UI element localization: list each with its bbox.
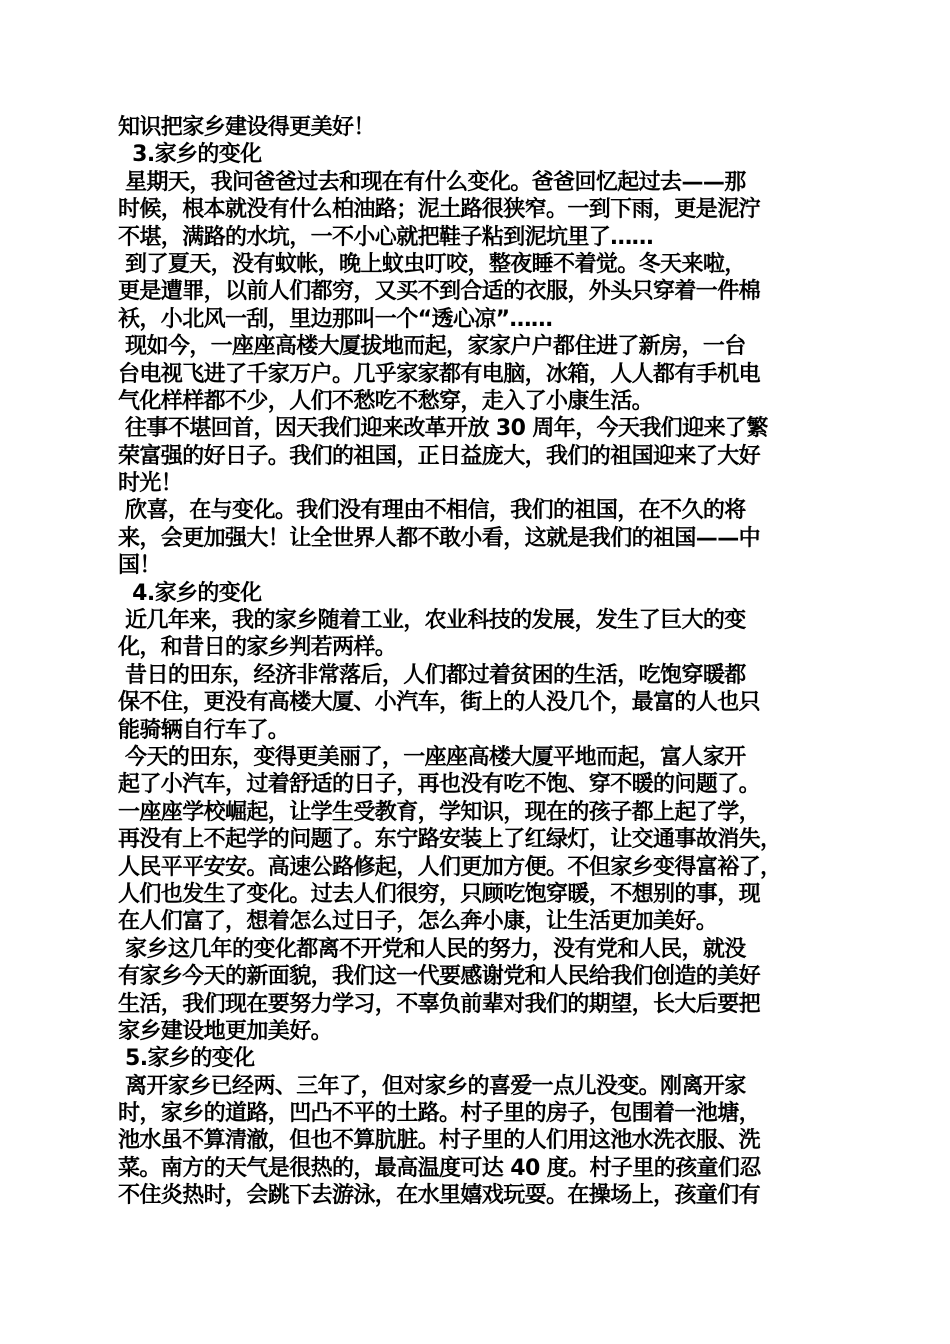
text-line: 能骑辆自行车了。 [118, 717, 290, 743]
text-line: 生活，我们现在要努力学习，不辜负前辈对我们的期望，长大后要把 [118, 991, 761, 1017]
text-line: 离开家乡已经两、三年了，但对家乡的喜爱一点儿没变。刚离开家 [118, 1073, 746, 1099]
text-line: 不堪，满路的水坑，一不小心就把鞋子粘到泥坑里了…… [118, 224, 654, 250]
text-line: 时光！ [118, 471, 183, 497]
text-line: 国！ [118, 553, 161, 579]
text-line: 知识把家乡建设得更美好！ [118, 115, 375, 140]
text-line: 有家乡今天的新面貌，我们这一代要感谢党和人民给我们创造的美好 [118, 964, 761, 990]
text-line: 菜。南方的天气是很热的，最高温度可达 40 度。村子里的孩童们忍 [118, 1155, 761, 1181]
text-line: 不住炎热时，会跳下去游泳，在水里嬉戏玩耍。在操场上，孩童们有 [118, 1183, 761, 1209]
document-body [118, 114, 846, 1210]
section-heading-4: 4.家乡的变化 [118, 580, 262, 606]
text-line: 今天的田东，变得更美丽了，一座座高楼大厦平地而起，富人家开 [118, 744, 746, 770]
section-heading-3: 3.家乡的变化 [118, 142, 262, 168]
text-line: 更是遭罪，以前人们都穷，又买不到合适的衣服，外头只穿着一件棉 [118, 279, 761, 305]
text-line: 欣喜，在与变化。我们没有理由不相信，我们的祖国，在不久的将 [118, 498, 746, 524]
text-line: 来，会更加强大！让全世界人都不敢小看，这就是我们的祖国——中 [118, 525, 761, 551]
text-line: 星期天，我问爸爸过去和现在有什么变化。爸爸回忆起过去——那 [118, 169, 746, 195]
section-heading-5: 5.家乡的变化 [118, 1046, 255, 1072]
text-line: 池水虽不算清澈，但也不算肮脏。村子里的人们用这池水洗衣服、洗 [118, 1128, 761, 1154]
text-line: 起了小汽车，过着舒适的日子，再也没有吃不饱、穿不暖的问题了。 [118, 772, 761, 798]
text-line: 在人们富了，想着怎么过日子，怎么奔小康，让生活更加美好。 [118, 909, 718, 935]
text-line: 昔日的田东，经济非常落后，人们都过着贫困的生活，吃饱穿暖都 [118, 662, 746, 688]
text-line: 到了夏天，没有蚊帐，晚上蚊虫叮咬，整夜睡不着觉。冬天来啦， [118, 251, 746, 277]
text-line: 袄，小北风一刮，里边那叫一个“透心凉”…… [118, 306, 553, 332]
text-line: 化，和昔日的家乡判若两样。 [118, 635, 397, 661]
text-line: 台电视飞进了千家万户。几乎家家都有电脑，冰箱，人人都有手机电 [118, 361, 761, 387]
text-line: 一座座学校崛起，让学生受教育，学知识，现在的孩子都上起了学， [118, 799, 761, 825]
text-line: 再没有上不起学的问题了。东宁路安装上了红绿灯，让交通事故消失， [118, 827, 782, 853]
text-line: 人民平平安安。高速公路修起，人们更加方便。不但家乡变得富裕了， [118, 854, 782, 880]
text-line: 家乡建设地更加美好。 [118, 1018, 333, 1044]
text-line: 近几年来，我的家乡随着工业，农业科技的发展，发生了巨大的变 [118, 608, 746, 634]
text-line: 时，家乡的道路，凹凸不平的土路。村子里的房子，包围着一池塘， [118, 1101, 761, 1127]
text-line: 时候，根本就没有什么柏油路；泥土路很狭窄。一到下雨，更是泥泞 [118, 197, 761, 223]
text-line: 荣富强的好日子。我们的祖国，正日益庞大，我们的祖国迎来了大好 [118, 443, 761, 469]
text-line: 气化样样都不少，人们不愁吃不愁穿，走入了小康生活。 [118, 388, 654, 414]
text-line: 保不住，更没有高楼大厦、小汽车，街上的人没几个，最富的人也只 [118, 690, 761, 716]
text-line: 人们也发生了变化。过去人们很穷，只顾吃饱穿暖，不想别的事，现 [118, 881, 761, 907]
text-line: 往事不堪回首，因天我们迎来改革开放 30 周年，今天我们迎来了繁 [118, 416, 768, 442]
text-line: 家乡这几年的变化都离不开党和人民的努力，没有党和人民，就没 [118, 936, 746, 962]
text-line: 现如今，一座座高楼大厦拔地而起，家家户户都住进了新房，一台 [118, 334, 746, 360]
